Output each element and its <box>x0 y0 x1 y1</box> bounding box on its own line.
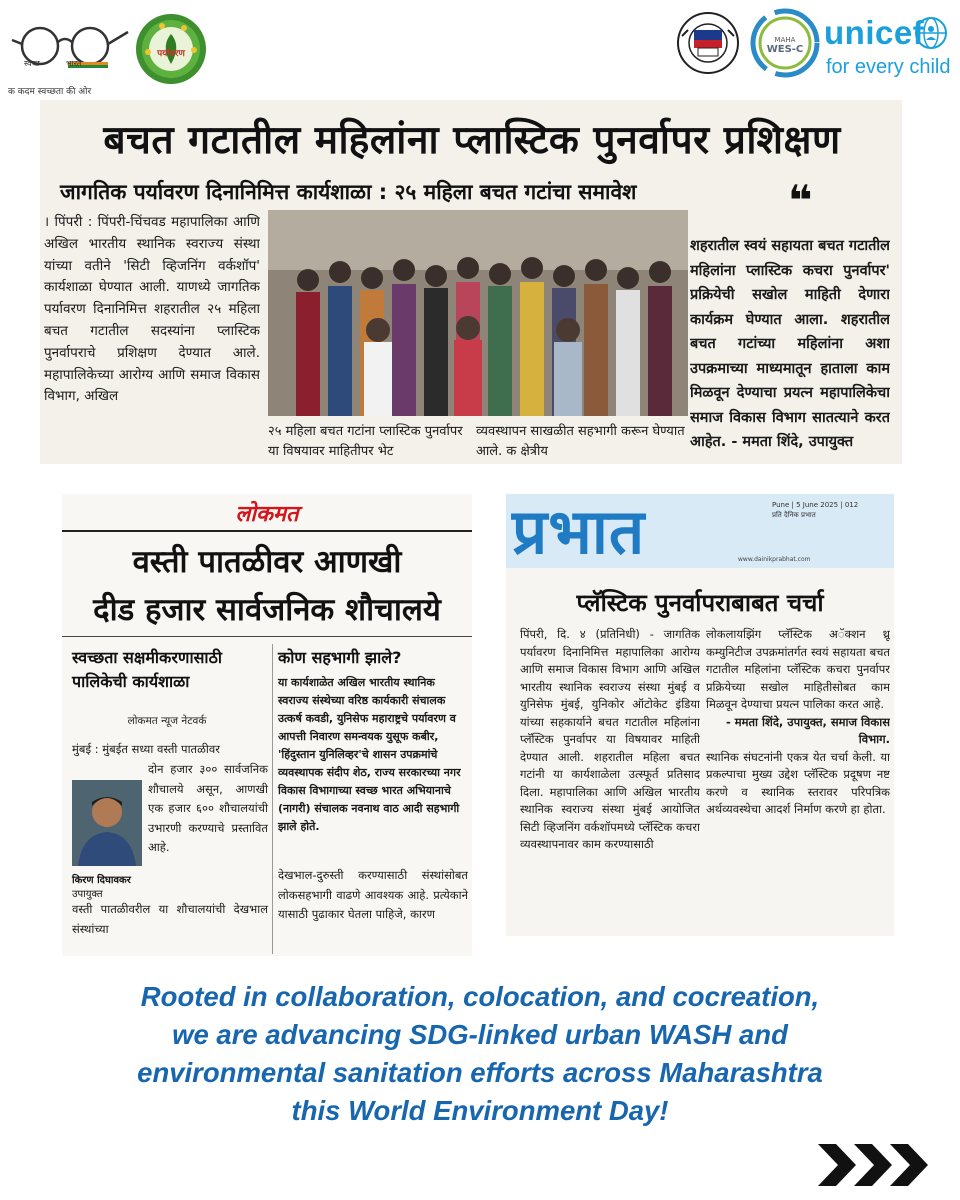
lokmat-body-mini: दोन हजार ३०० सार्वजनिक शौचालये असून, आणखी एक हजार ६०० शौचालयांची उभारणी करण्याचे प्रस्तावित आहे. <box>148 762 268 854</box>
quote-mark-icon: ❝ <box>788 176 813 225</box>
wes-c-label: WES-C <box>766 44 804 55</box>
bharat-word: भारत <box>66 59 82 68</box>
prabhat-sub: प्रति दैनिक प्रभात <box>772 511 816 519</box>
lokmat-headline-2: दीड हजार सार्वजनिक शौचालये <box>93 592 441 628</box>
prabhat-right-text-a: लोकलायझिंग प्लॅस्टिक अॅक्शन थ्रू कम्युनिटीज उपक्रमांतर्गत स्वयं सहायता बचत गटातील महिलांना प्लॅस्टिक कचरा पुनर्वापर प्रक्रियेच्या सखोल माहितीसोबत काम मिळवून देण्याचा प्रयत्न पालिका करत आहे. <box>706 627 890 711</box>
quote-signature: - ममता शिंदे, उपायुक्त <box>731 434 854 450</box>
prabhat-right-text-b: स्थानिक संघटनांनी एकत्र येत चर्चा केली. या प्रकल्पाचा मुख्य उद्देश प्लॅस्टिक प्रदूषण नष्ट करणे व स्थानिक स्तरावर परिपत्रिक अर्थव्यवस्थेचा आदर्श निर्माण करणे हा होता. <box>706 749 890 816</box>
lokmat-body-end: देखभाल-दुरुस्ती करण्यासाठी संस्थांसोबत लोकसहभागी वाढणे आवश्यक आहे. प्रत्येकाने यासाठी पुढाकार घेतला पाहिजे, कारण <box>278 868 468 921</box>
prabhat-url: www.dainikprabhat.com <box>738 556 811 563</box>
lokmat-body-intro: मुंबई : मुंबईत सध्या वस्ती पातळीवर <box>72 742 220 756</box>
column-divider <box>272 644 273 954</box>
newspaper-clipping-lokmat <box>62 494 472 956</box>
divider <box>62 636 472 637</box>
official-portrait <box>72 780 142 866</box>
triple-chevron-right-icon[interactable] <box>814 1140 932 1190</box>
prabhat-signature: - ममता शिंदे, उपायुक्त, समाज विकास विभाग. <box>725 714 890 746</box>
unicef-globe-icon <box>914 16 948 50</box>
post-caption <box>0 978 960 1130</box>
middle-continuation: व्यवस्थापन साखळीत सहभागी करून घेण्यात आले. क क्षेत्रीय <box>476 424 685 459</box>
prabhat-left-column: पिंपरी, दि. ४ (प्रतिनिधी) - जागतिक पर्यावरण दिनानिमित्त महापालिका आरोग्य आणि समाज विकास विभाग आणि अखिल भारतीय स्थानिक स्वराज्य संस्था मुंबई व युनिसेफ मुंबई, युनिकोर ऑटोकेट इंडिया यांच्या सहकार्याने बचत गटातील महिलांना प्लॅस्टिक पुनर्वापर या विषयावर माहिती देण्यात आली. शहरातील महिला बचत गटांनी या कार्यशाळेला उत्स्फूर्त प्रतिसाद दिला. महापालिका आणि अखिल भारतीय स्थानिक स्वराज्य संस्था मुंबई आयोजित सिटी व्हिजनिंग वर्कशॉपमध्ये प्लॅस्टिक कचरा व्यवस्थापनावर काम करण्यासाठी <box>520 627 700 851</box>
clipping1-left-column: । पिंपरी : पिंपरी-चिंचवड महापालिका आणि अखिल भारतीय स्थानिक स्वराज्य संस्था यांच्या वतीने 'सिटी व्हिजनिंग वर्कशॉप' कार्यशाळा घेण्यात आली. याणध्ये जागतिक पर्यावरण दिनानिमित्त शहरातील २५ महिला बचत गटातील सदस्यांना प्लास्टिक पुनर्वापराचे प्रशिक्षण देण्यात आले. महापालिकेच्या आरोग्य आणि समाज विकास विभाग, अखिल <box>44 214 260 405</box>
swachh-word: स्वच्छ <box>24 59 41 68</box>
photo-caption: २५ महिला बचत गटांना प्लास्टिक पुनर्वापर या विषयावर माहितीपर भेट <box>268 424 463 459</box>
caption-line-2: we are advancing SDG-linked urban WASH and <box>172 1019 788 1050</box>
newspaper-clipping-prabhat <box>506 494 894 936</box>
caption-line-3: environmental sanitation efforts across Maharashtra <box>137 1057 823 1088</box>
lokmat-masthead: लोकमत <box>235 501 299 527</box>
lokmat-subhead-1: स्वच्छता सक्षमीकरणासाठी <box>72 648 223 667</box>
portrait-name: किरण दिघावकर <box>72 875 131 886</box>
maha-wes-c-logo <box>750 8 820 78</box>
highlight-quote <box>690 234 890 462</box>
unicef-tagline: for every child <box>826 56 951 78</box>
portrait-role: उपायुक्त <box>72 889 103 900</box>
prabhat-date: Pune | 5 June 2025 | 012 <box>772 501 859 509</box>
maha-label: MAHA <box>774 36 796 44</box>
swachh-bharat-logo <box>8 18 130 97</box>
divider <box>62 530 472 532</box>
clipping1-subheadline: जागतिक पर्यावरण दिनानिमित्त कार्यशाळा : २५ महिला बचत गटांचा समावेश <box>60 180 637 204</box>
group-photo <box>268 210 688 416</box>
lokmat-subhead-2: पालिकेची कार्यशाळा <box>72 672 190 691</box>
lokmat-participants: या कार्यशाळेत अखिल भारतीय स्थानिक स्वराज्य संस्थेच्या वरिष्ठ कार्यकारी संचालक उत्कर्ष कवडी, युनिसेफ महाराष्ट्रचे पर्यावरण व आपत्ती निवारण समन्वयक युसूफ कबीर, 'हिंदुस्तान युनिलिव्हर'चे शासन उपक्रमांचे व्यवस्थापक संदीप शेठ, राज्य सरकारच्या नगर विकास विभागाच्या स्वच्छ भारत अभियानाचे (नागरी) संचालक नवनाथ वाठ आदी सहभागी झाले होते. <box>278 676 461 833</box>
prabhat-meta <box>772 500 890 520</box>
prabhat-right-column <box>706 626 890 934</box>
caption-line-4: this World Environment Day! <box>291 1095 669 1126</box>
prabhat-masthead: प्रभात <box>512 495 646 568</box>
prabhat-headline: प्लॅस्टिक पुनर्वापराबाबत चर्चा <box>576 589 824 617</box>
lokmat-question-heading: कोण सहभागी झाले? <box>278 648 402 667</box>
lokmat-byline: लोकमत न्यूज नेटवर्क <box>127 715 207 727</box>
newspaper-clipping-1 <box>40 100 902 464</box>
svg-text:पर्यावरण: पर्यावरण <box>157 49 185 59</box>
lokmat-body-continued: वस्ती पातळीवरील या शौचालयांची देखभाल संस्थांच्या <box>72 902 268 936</box>
green-emblem-logo <box>134 12 208 86</box>
clipping1-headline: बचत गटातील महिलांना प्लास्टिक पुनर्वापर प्रशिक्षण <box>103 118 841 163</box>
lokmat-headline-1: वस्ती पातळीवर आणखी <box>132 544 402 580</box>
caption-line-1: Rooted in collaboration, colocation, and cocreation, <box>140 981 820 1012</box>
highlight-quote-text: शहरातील स्वयं सहायता बचत गटातील महिलांना प्लास्टिक कचरा पुनर्वापर' प्रक्रियेची सखोल माहिती देणारा कार्यक्रम घेण्यात आला. शहरातील बचत गटांच्या महिलांना अशा उपक्रमाच्या माध्यमातून हाताला काम मिळवून देण्याचा प्रयत्न महापालिकेचा समाज विकास विभाग सातत्याने करत आहेत. <box>690 238 890 450</box>
unicef-wordmark: unicef <box>824 14 925 51</box>
swachh-tagline: क कदम स्वच्छता की ओर <box>8 87 92 97</box>
aiilsg-logo <box>672 10 744 76</box>
